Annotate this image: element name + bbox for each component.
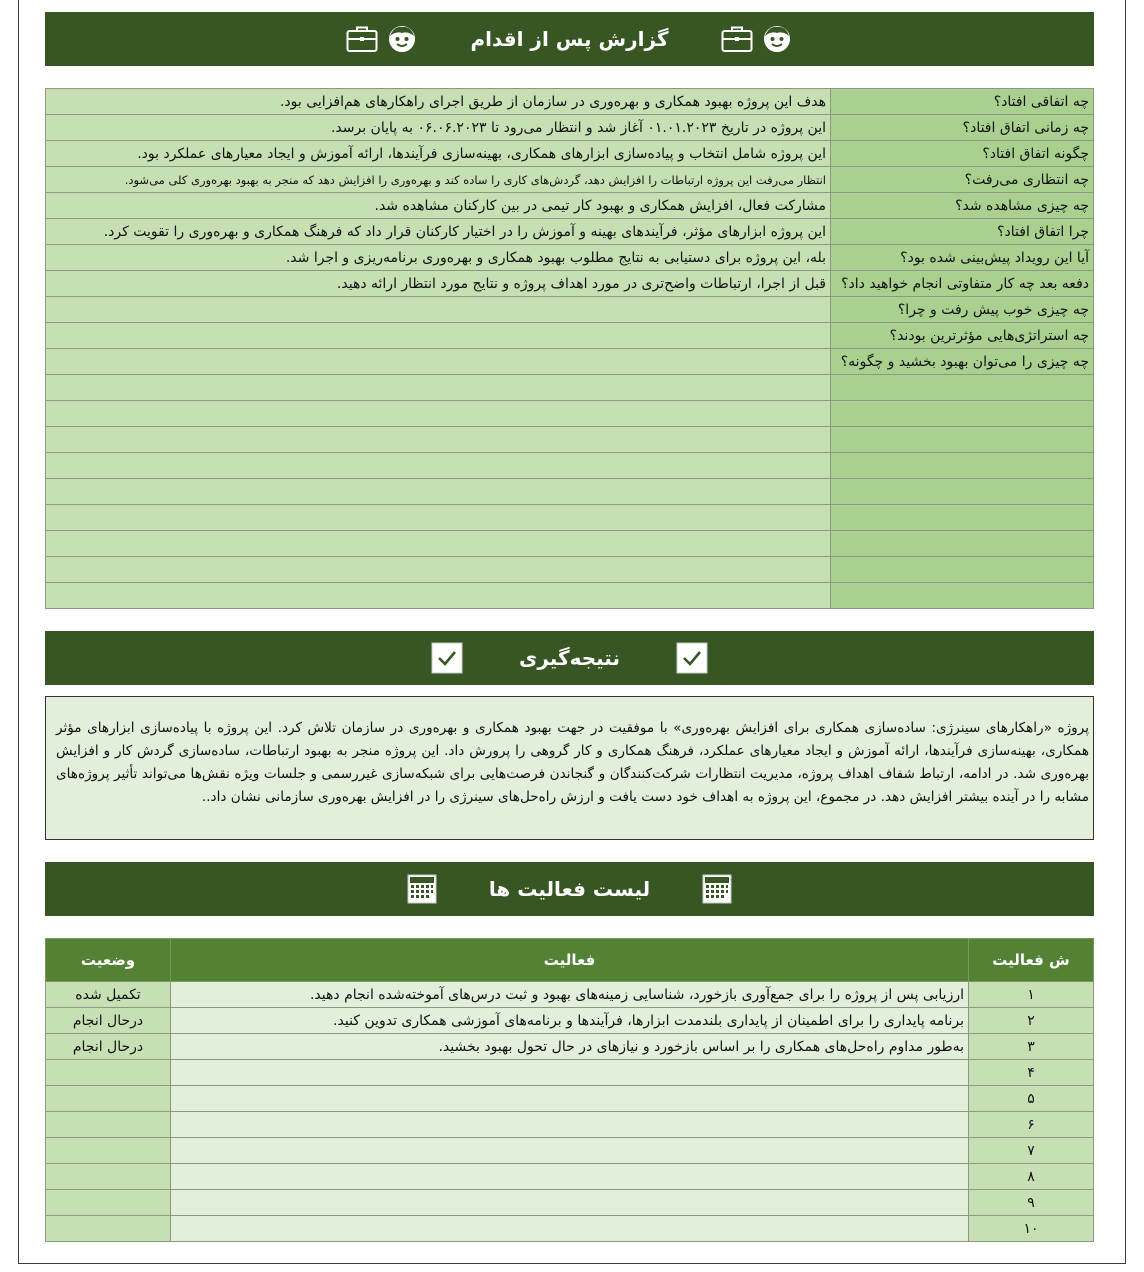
table-row: [46, 427, 1094, 453]
table-row: [46, 453, 1094, 479]
answer-cell[interactable]: هدف این پروژه بهبود همکاری و بهره‌وری در سازمان از طریق اجرای راهکارهای هم‌افزایی بود.: [46, 89, 831, 115]
table-row: [46, 505, 1094, 531]
table-row: [46, 323, 1094, 349]
column-header-status: وضعیت: [46, 939, 171, 982]
table-row: [46, 89, 1094, 115]
question-cell[interactable]: چه چیزی خوب پیش رفت و چرا؟: [831, 297, 1094, 323]
activity-task[interactable]: [171, 1112, 969, 1138]
table-row: [46, 1060, 1094, 1086]
page-title: گزارش پس از اقدام: [470, 27, 669, 51]
table-row: [46, 115, 1094, 141]
column-header-task: فعالیت: [171, 939, 969, 982]
activity-task[interactable]: ارزیابی پس از پروژه را برای جمع‌آوری بازخورد، شناسایی زمینه‌های بهبود و ثبت درس‌های آموخته‌شده انجام دهید.: [171, 982, 969, 1008]
answer-cell[interactable]: [46, 453, 831, 479]
question-cell[interactable]: [831, 375, 1094, 401]
answer-cell[interactable]: [46, 297, 831, 323]
face-icon: [386, 23, 418, 55]
activity-status[interactable]: [46, 1060, 171, 1086]
activity-task[interactable]: [171, 1164, 969, 1190]
table-row: [46, 245, 1094, 271]
calendar-icon: [702, 874, 732, 904]
activity-task[interactable]: [171, 1086, 969, 1112]
activity-number[interactable]: ۹: [969, 1190, 1094, 1216]
question-cell[interactable]: [831, 505, 1094, 531]
table-header-row: [46, 939, 1094, 982]
answer-cell[interactable]: [46, 349, 831, 375]
table-row: [46, 1138, 1094, 1164]
activities-title: لیست فعالیت ها: [488, 877, 651, 901]
activity-status[interactable]: [46, 1190, 171, 1216]
activity-status[interactable]: [46, 1112, 171, 1138]
activity-number[interactable]: ۴: [969, 1060, 1094, 1086]
table-row: [46, 1034, 1094, 1060]
answer-cell[interactable]: مشارکت فعال، افزایش همکاری و بهبود کار تیمی در بین کارکنان مشاهده شد.: [46, 193, 831, 219]
face-icon: [761, 23, 793, 55]
conclusion-title: نتیجه‌گیری: [519, 646, 620, 670]
question-cell[interactable]: آیا این رویداد پیش‌بینی شده بود؟: [831, 245, 1094, 271]
answer-cell[interactable]: [46, 583, 831, 609]
answer-cell[interactable]: قبل از اجرا، ارتباطات واضح‌تری در مورد اهداف پروژه و نتایج مورد انتظار ارائه دهید.: [46, 271, 831, 297]
activity-status[interactable]: [46, 1216, 171, 1242]
table-row: [46, 1190, 1094, 1216]
question-cell[interactable]: چه استراتژی‌هایی مؤثرترین بودند؟: [831, 323, 1094, 349]
question-cell[interactable]: چگونه اتفاق افتاد؟: [831, 141, 1094, 167]
question-cell[interactable]: چه زمانی اتفاق افتاد؟: [831, 115, 1094, 141]
table-row: [46, 1112, 1094, 1138]
table-row: [46, 1086, 1094, 1112]
question-cell[interactable]: [831, 531, 1094, 557]
activity-status[interactable]: [46, 1138, 171, 1164]
question-cell[interactable]: [831, 427, 1094, 453]
activity-number[interactable]: ۳: [969, 1034, 1094, 1060]
activity-task[interactable]: [171, 1190, 969, 1216]
answer-cell[interactable]: [46, 375, 831, 401]
activity-task[interactable]: [171, 1216, 969, 1242]
banner-icons-left: [346, 23, 418, 55]
activity-task[interactable]: [171, 1138, 969, 1164]
activity-number[interactable]: ۷: [969, 1138, 1094, 1164]
answer-cell[interactable]: بله، این پروژه برای دستیابی به نتایج مطلوب بهبود همکاری و بهره‌وری برنامه‌ریزی و اجرا شد.: [46, 245, 831, 271]
answer-cell[interactable]: [46, 401, 831, 427]
activity-status[interactable]: درحال انجام: [46, 1008, 171, 1034]
question-cell[interactable]: [831, 453, 1094, 479]
conclusion-banner: [45, 631, 1094, 685]
briefcase-icon: [346, 25, 378, 53]
table-row: [46, 583, 1094, 609]
table-row: [46, 349, 1094, 375]
question-cell[interactable]: چرا اتفاق افتاد؟: [831, 219, 1094, 245]
answer-cell[interactable]: [46, 505, 831, 531]
activity-number[interactable]: ۸: [969, 1164, 1094, 1190]
answer-cell[interactable]: [46, 323, 831, 349]
activities-table: [45, 938, 1094, 1242]
briefcase-icon: [721, 25, 753, 53]
activity-number[interactable]: ۵: [969, 1086, 1094, 1112]
answer-cell[interactable]: انتظار می‌رفت این پروژه ارتباطات را افزایش دهد، گردش‌های کاری را ساده کند و بهره‌وری را افزایش دهد که منجر به بهبود بهره‌وری کلی می‌شود.: [46, 167, 831, 193]
calendar-icon: [407, 874, 437, 904]
conclusion-text[interactable]: پروژه «راهکارهای سینرژی: ساده‌سازی همکاری برای افزایش بهره‌وری» با موفقیت در جهت بهبود همکاری و بهره‌وری در سازمان تلاش کرد. این پروژه با پیاده‌سازی ابزارهای مؤثر همکاری، بهینه‌سازی فرآیندها، ارائه آموزش و ایجاد معیارهای عملکرد، فرهنگ همکاری و کار گروهی را پرورش داد. این پروژه منجر به بهبود ارتباطات، ساده‌سازی گردش کار و افزایش بهره‌وری شد. در ادامه، ارتباط شفاف اهداف پروژه، مدیریت انتظارات شرکت‌کنندگان و گنجاندن فرصت‌هایی برای شبکه‌سازی غیررسمی و جلسات ویژه نقش‌ها می‌تواند تأثیر پروژه‌های مشابه را در آینده بیشتر افزایش دهد. در مجموع، این پروژه به اهداف خود دست یافت و ارزش راه‌حل‌های سینرژی را در افزایش بهره‌وری سازمانی نشان داد..: [45, 696, 1094, 840]
answer-cell[interactable]: این پروژه در تاریخ ۰۱.۰۱.۲۰۲۳ آغاز شد و انتظار می‌رود تا ۰۶.۰۶.۲۰۲۳ به پایان برسد.: [46, 115, 831, 141]
column-header-number: ش فعالیت: [969, 939, 1094, 982]
activity-status[interactable]: درحال انجام: [46, 1034, 171, 1060]
banner-icons-right: [721, 23, 793, 55]
question-cell[interactable]: چه اتفاقی افتاد؟: [831, 89, 1094, 115]
question-cell[interactable]: [831, 583, 1094, 609]
question-cell[interactable]: دفعه بعد چه کار متفاوتی انجام خواهید داد؟: [831, 271, 1094, 297]
activity-status[interactable]: تکمیل شده: [46, 982, 171, 1008]
question-cell[interactable]: چه انتظاری می‌رفت؟: [831, 167, 1094, 193]
activity-task[interactable]: به‌طور مداوم راه‌حل‌های همکاری را بر اساس بازخورد و نیازهای در حال تحول بهبود بخشید.: [171, 1034, 969, 1060]
table-row: [46, 297, 1094, 323]
table-row: [46, 531, 1094, 557]
answer-cell[interactable]: [46, 531, 831, 557]
question-cell[interactable]: [831, 401, 1094, 427]
table-row: [46, 479, 1094, 505]
activity-number[interactable]: ۲: [969, 1008, 1094, 1034]
table-row: [46, 271, 1094, 297]
table-row: [46, 982, 1094, 1008]
question-cell[interactable]: چه چیزی را می‌توان بهبود بخشید و چگونه؟: [831, 349, 1094, 375]
after-action-table: [45, 88, 1094, 609]
activity-number[interactable]: ۶: [969, 1112, 1094, 1138]
table-row: [46, 167, 1094, 193]
report-header-banner: [45, 12, 1094, 66]
table-row: [46, 1008, 1094, 1034]
answer-cell[interactable]: این پروژه ابزارهای مؤثر، فرآیندهای بهینه و آموزش را در اختیار کارکنان قرار داد که فرهنگ همکاری و بهره‌وری را تقویت کرد.: [46, 219, 831, 245]
table-row: [46, 375, 1094, 401]
question-cell[interactable]: [831, 557, 1094, 583]
question-cell[interactable]: [831, 479, 1094, 505]
activity-task[interactable]: برنامه پایداری را برای اطمینان از پایداری بلندمدت ابزارها، فرآیندها و برنامه‌های آموزشی همکاری تدوین کنید.: [171, 1008, 969, 1034]
activity-task[interactable]: [171, 1060, 969, 1086]
question-cell[interactable]: چه چیزی مشاهده شد؟: [831, 193, 1094, 219]
activity-status[interactable]: [46, 1086, 171, 1112]
answer-cell[interactable]: [46, 557, 831, 583]
activity-number[interactable]: ۱۰: [969, 1216, 1094, 1242]
table-row: [46, 219, 1094, 245]
checkbox-icon: [676, 642, 708, 674]
answer-cell[interactable]: [46, 479, 831, 505]
activities-banner: [45, 862, 1094, 916]
answer-cell[interactable]: [46, 427, 831, 453]
activity-number[interactable]: ۱: [969, 982, 1094, 1008]
table-row: [46, 1216, 1094, 1242]
table-row: [46, 557, 1094, 583]
table-row: [46, 141, 1094, 167]
table-row: [46, 401, 1094, 427]
answer-cell[interactable]: این پروژه شامل انتخاب و پیاده‌سازی ابزارهای همکاری، بهینه‌سازی فرآیندها، ارائه آموزش و ایجاد معیارهای عملکرد بود.: [46, 141, 831, 167]
activity-status[interactable]: [46, 1164, 171, 1190]
table-row: [46, 193, 1094, 219]
table-row: [46, 1164, 1094, 1190]
checkbox-icon: [431, 642, 463, 674]
